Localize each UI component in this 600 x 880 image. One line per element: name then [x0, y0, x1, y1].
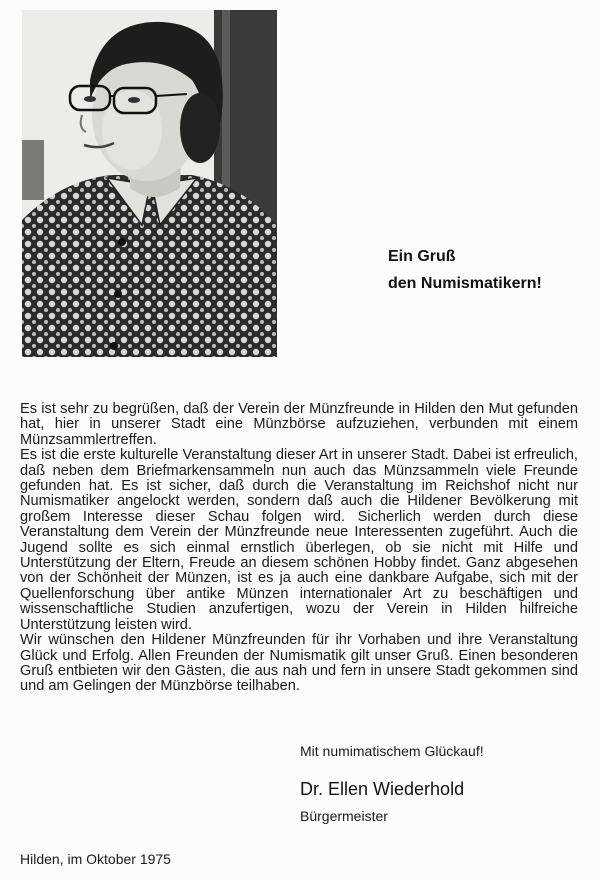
portrait-photo — [22, 10, 277, 357]
greeting-heading — [388, 243, 542, 297]
greeting-heading-line-2: den Numismatikern! — [388, 275, 542, 292]
letter-paragraph: Wir wünschen den Hildener Münzfreunden für ihr Vorhaben und ihre Veranstaltung Glück und Erfolg. Allen Freunden der Numismatik gilt unser Gruß. Einen besonderen Gruß entbieten wir den Gästen, die aus nah und fern in unsere Stadt gekommen sind und am Gelingen der Münzbörse teilhaben. — [20, 632, 578, 695]
signer-title: Bürgermeister — [300, 808, 388, 824]
letter-paragraph: Es ist die erste kulturelle Veranstaltung dieser Art in unserer Stadt. Dabei ist erfreulich, daß neben dem Briefmarkensammeln nun auch das Münzsammeln viele Freunde gefunden hat. Es ist sicher, daß durch die Veranstaltung im Reichshof nicht nur Numismatiker angelockt werden, sondern daß auch die Hildener Bevölkerung mit großem Interesse dieser Schau folgen wird. Sicherlich werden durch diese Veranstaltung dem Verein der Münzfreunde neue Interessenten zugeführt. Auch die Jugend sollte es sich einmal ernstlich überlegen, ob sie nicht mit Hilfe und Unterstützung der Eltern, Freude an diesem schönen Hobby findet. Ganz abgesehen von der Schönheit der Münzen, ist es ja auch eine dankbare Aufgabe, sich mit der Quellenforschung über antike Münzen internationaler Art zu beschäftigen und wissenschaftliche Studien anzufertigen, wozu der Verein in Hilden hilfreiche Unterstützung leisten wird. — [20, 447, 578, 633]
portrait-image — [22, 10, 277, 357]
place-and-date: Hilden, im Oktober 1975 — [20, 851, 171, 867]
letter-body — [20, 402, 578, 695]
signer-name: Dr. Ellen Wiederhold — [300, 779, 465, 799]
greeting-heading-line-1: Ein Gruß — [388, 248, 456, 265]
closing-line: Mit numimatischem Glückauf! — [300, 743, 484, 759]
letter-paragraph: Es ist sehr zu begrüßen, daß der Verein der Münzfreunde in Hilden den Mut gefunden hat, hier in unserer Stadt eine Münzbörse aufzuziehen, verbunden mit einem Münzsammlertreffen. — [20, 401, 578, 448]
